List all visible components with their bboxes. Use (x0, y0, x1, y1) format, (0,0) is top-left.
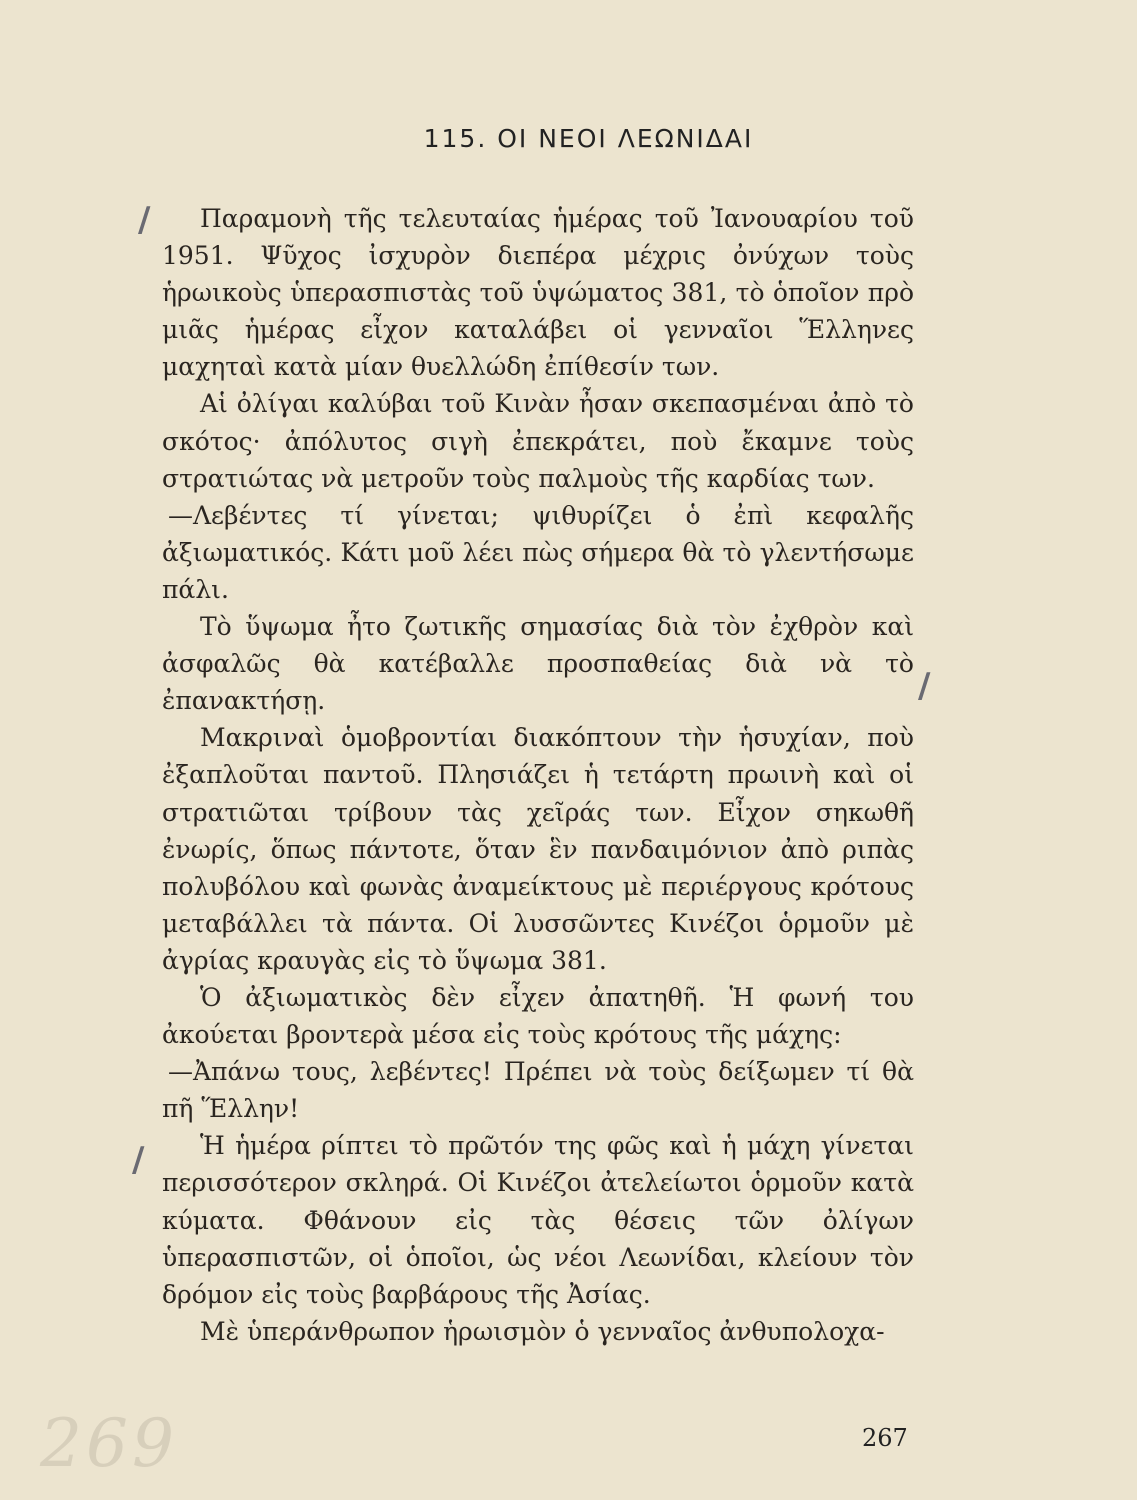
paragraph-4: Τὸ ὕψωμα ἦτο ζωτικῆς σημασίας διὰ τὸν ἐχθρὸν καὶ ἀσφαλῶς θὰ κατέβαλλε προσπαθείας διὰ νὰ τὸ ἐπανακτήσῃ. (162, 612, 914, 716)
pencil-slash-mark: / (132, 1140, 145, 1180)
paragraph-7: —Ἀπάνω τους, λεβέντες! Πρέπει νὰ τοὺς δείξωμεν τί θὰ πῆ Ἕλλην! (162, 1057, 914, 1124)
paragraph-3: —Λεβέντες τί γίνεται; ψιθυρίζει ὁ ἐπὶ κεφαλῆς ἀξιωματικός. Κάτι μοῦ λέει πὼς σήμερα θὰ τὸ γλεντήσωμε πάλι. (162, 500, 914, 604)
paragraph-1: Παραμονὴ τῆς τελευταίας ἡμέρας τοῦ Ἰανουαρίου τοῦ 1951. Ψῦχος ἰσχυρὸν διεπέρα μέχρις ὀνύχων τοὺς ἡρωικοὺς ὑπερασπιστὰς τοῦ ὑψώματος 381, τὸ ὁποῖον πρὸ μιᾶς ἡμέρας εἶχον καταλάβει οἱ γενναῖοι Ἕλληνες μαχηταὶ κατὰ μίαν θυελλώδη ἐπίθεσίν των. (162, 204, 914, 382)
pencil-slash-mark: / (138, 200, 151, 240)
paragraph-9: Μὲ ὑπεράνθρωπον ἡρωισμὸν ὁ γενναῖος ἀνθυπολοχα- (200, 1316, 885, 1346)
paragraph-6: Ὁ ἀξιωματικὸς δὲν εἶχεν ἀπατηθῆ. Ἡ φωνή του ἀκούεται βροντερὰ μέσα εἰς τοὺς κρότους τῆς μάχης: (162, 982, 914, 1050)
pencil-page-number: 269 (40, 1405, 178, 1482)
chapter-body (162, 200, 914, 1350)
page-number: 267 (862, 1424, 908, 1452)
paragraph-8: Ἡ ἡμέρα ρίπτει τὸ πρῶτόν της φῶς καὶ ἡ μάχη γίνεται περισσότερον σκληρά. Οἱ Κινέζοι ἀτελείωτοι ὁρμοῦν κατὰ κύματα. Φθάνουν εἰς τὰς θέσεις τῶν ὀλίγων ὑπερασπιστῶν, οἱ ὁποῖοι, ὡς νέοι Λεωνίδαι, κλείουν τὸν δρόμον εἰς τοὺς βαρβάρους τῆς Ἀσίας. (162, 1131, 914, 1309)
chapter-title: 115. ΟΙ ΝΕΟΙ ΛΕΩΝΙΔΑΙ (423, 124, 754, 153)
paragraph-5: Μακριναὶ ὁμοβροντίαι διακόπτουν τὴν ἡσυχίαν, ποὺ ἐξαπλοῦται παντοῦ. Πλησιάζει ἡ τετάρτη πρωινὴ καὶ οἱ στρατιῶται τρίβουν τὰς χεῖράς των. Εἶχον σηκωθῆ ἐνωρίς, ὅπως πάντοτε, ὅταν ἓν πανδαιμόνιον ἀπὸ ριπὰς πολυβόλου καὶ φωνὰς ἀναμείκτους μὲ περιέργους κρότους μεταβάλλει τὰ πάντα. Οἱ λυσσῶντες Κινέζοι ὁρμοῦν μὲ ἀγρίας κραυγὰς εἰς τὸ ὕψωμα 381. (162, 723, 914, 975)
pencil-slash-mark: / (918, 666, 931, 706)
paragraph-2: Αἱ ὀλίγαι καλύβαι τοῦ Κινὰν ἦσαν σκεπασμέναι ἀπὸ τὸ σκότος· ἀπόλυτος σιγὴ ἐπεκράτει, ποὺ ἔκαμνε τοὺς στρατιώτας νὰ μετροῦν τοὺς παλμοὺς τῆς καρδίας των. (162, 389, 914, 493)
